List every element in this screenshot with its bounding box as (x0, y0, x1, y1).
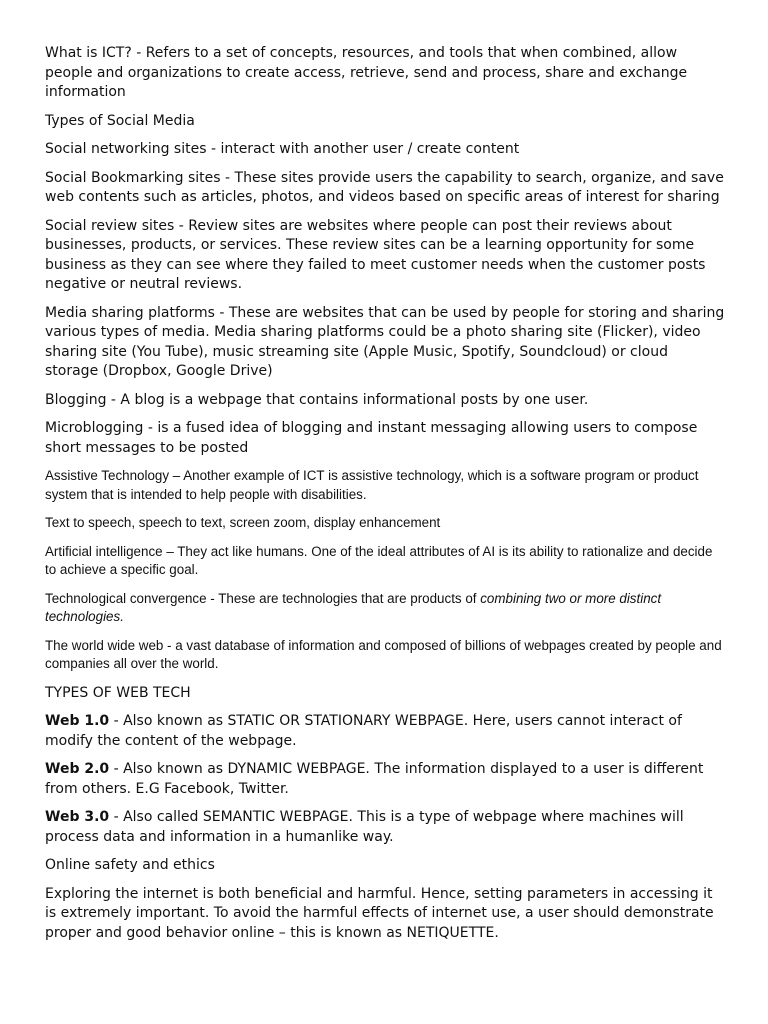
web2-text: - Also known as DYNAMIC WEBPAGE. The information displayed to a user is different from others. E.G Facebook, Twitter. (45, 761, 704, 797)
assistive-technology-paragraph: Assistive Technology – Another example of ICT is assistive technology, which is a software program or product system that is intended to help people with disabilities. (45, 468, 699, 502)
social-networking-paragraph: Social networking sites - interact with another user / create content (45, 141, 520, 157)
web1-paragraph (45, 712, 725, 751)
microblogging-paragraph: Microblogging - is a fused idea of blogging and instant messaging allowing users to compose short messages to be posted (45, 420, 698, 456)
ict-definition: What is ICT? - Refers to a set of concepts, resources, and tools that when combined, allow people and organizations to create access, retrieve, send and process, share and exchange information (45, 45, 688, 100)
web1-text: - Also known as STATIC OR STATIONARY WEBPAGE. Here, users cannot interact of modify the content of the webpage. (45, 713, 682, 749)
web3-label: Web 3.0 (45, 809, 110, 825)
online-safety-heading: Online safety and ethics (45, 857, 215, 873)
www-paragraph: The world wide web - a vast database of information and composed of billions of webpages created by people and companies all over the world. (45, 637, 722, 671)
web-tech-heading: TYPES OF WEB TECH (45, 684, 191, 701)
web3-paragraph (45, 808, 725, 847)
blogging-paragraph: Blogging - A blog is a webpage that contains informational posts by one user. (45, 391, 589, 408)
convergence-emphasis: combining two or more distinct technologies. (45, 590, 662, 624)
web1-label: Web 1.0 (45, 713, 110, 729)
social-media-heading: Types of Social Media (45, 112, 195, 129)
assistive-examples-paragraph: Text to speech, speech to text, screen zoom, display enhancement (45, 515, 441, 530)
web3-text: - Also called SEMANTIC WEBPAGE. This is a type of webpage where machines will process data and information in a humanlike way. (45, 809, 684, 845)
social-bookmarking-paragraph: Social Bookmarking sites - These sites provide users the capability to search, organize, and save web contents such as articles, photos, and videos based on specific areas of interest for sharing (45, 169, 724, 205)
web2-label: Web 2.0 (45, 761, 110, 777)
media-sharing-paragraph: Media sharing platforms - These are websites that can be used by people for storing and sharing various types of media. Media sharing platforms could be a photo sharing site (Flicker), video sharing site (You Tube), music streaming site (Apple Music, Spotify, Soundcloud) or cloud storage (Dropbox, Google Drive) (45, 304, 725, 379)
social-review-paragraph: Social review sites - Review sites are websites where people can post their reviews about businesses, products, or services. These review sites can be a learning opportunity for some business as they can see where they failed to meet customer needs when the customer posts negative or neutral reviews. (45, 217, 706, 292)
document-page (45, 44, 725, 952)
convergence-lead: Technological convergence - These are technologies that are products of (45, 590, 481, 606)
online-safety-paragraph: Exploring the internet is both beneficial and harmful. Hence, setting parameters in accessing it is extremely important. To avoid the harmful effects of internet use, a user should demonstrate proper and good behavior online – this is known as NETIQUETTE. (45, 885, 714, 941)
ai-paragraph: Artificial intelligence – They act like humans. One of the ideal attributes of AI is its ability to rationalize and decide to achieve a specific goal. (45, 543, 713, 577)
web2-paragraph (45, 760, 725, 799)
convergence-paragraph (45, 590, 725, 627)
